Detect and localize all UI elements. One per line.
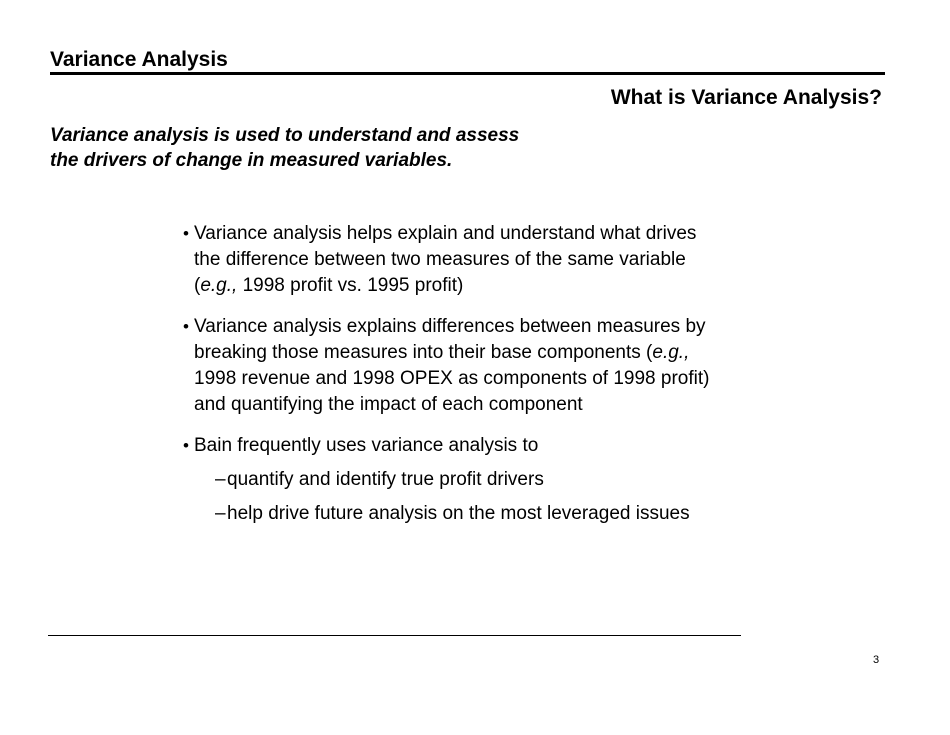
page-header-title: Variance Analysis xyxy=(50,48,228,71)
tagline-line: the drivers of change in measured variables. xyxy=(50,150,453,171)
bullet-item xyxy=(183,433,803,527)
bullet-list xyxy=(183,221,803,542)
bullet-line: the difference between two measures of the same variable xyxy=(194,249,686,270)
bullet-item xyxy=(183,221,803,299)
header-divider xyxy=(50,72,885,75)
tagline xyxy=(50,123,519,173)
footer-divider xyxy=(48,635,741,636)
slide-title: What is Variance Analysis? xyxy=(610,86,882,109)
dash-icon: – xyxy=(215,503,226,524)
sub-bullet-text: quantify and identify true profit drivers xyxy=(227,469,544,490)
bullet-dot-icon: • xyxy=(183,436,189,455)
bullet-line: Bain frequently uses variance analysis to xyxy=(194,435,539,456)
bullet-dot-icon: • xyxy=(183,317,189,336)
sub-bullet-item xyxy=(194,467,803,493)
bullet-line: Variance analysis helps explain and understand what drives xyxy=(194,223,697,244)
bullet-line xyxy=(194,340,803,366)
page-number: 3 xyxy=(873,654,880,666)
bullet-item xyxy=(183,314,803,418)
bullet-dot-icon: • xyxy=(183,224,189,243)
tagline-line: Variance analysis is used to understand and assess xyxy=(50,125,520,146)
bullet-line: and quantifying the impact of each component xyxy=(194,394,583,415)
bullet-text: 1998 profit vs. 1995 profit) xyxy=(237,275,464,296)
sub-bullet-text: help drive future analysis on the most leveraged issues xyxy=(227,503,690,524)
sub-bullet-item xyxy=(194,501,803,527)
bullet-line: 1998 revenue and 1998 OPEX as components of 1998 profit) xyxy=(194,368,710,389)
bullet-italic-text: e.g., xyxy=(200,275,238,296)
bullet-italic-text: e.g., xyxy=(652,342,690,363)
bullet-text: ( xyxy=(194,275,201,296)
bullet-line xyxy=(194,273,803,299)
bullet-text: breaking those measures into their base components ( xyxy=(194,342,653,363)
bullet-line: Variance analysis explains differences between measures by xyxy=(194,316,706,337)
dash-icon: – xyxy=(215,469,226,490)
